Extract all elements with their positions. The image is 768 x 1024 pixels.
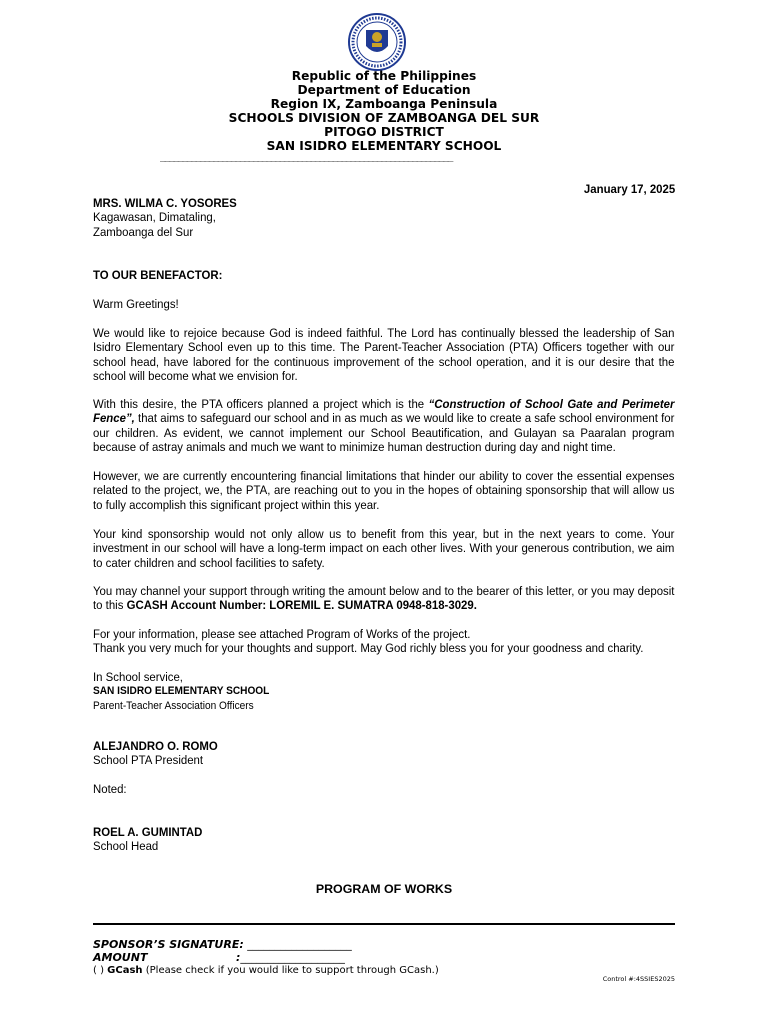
header-department: Department of Education [297,83,471,97]
noted-label: Noted: [93,782,127,796]
signatory-president [93,739,674,768]
paragraph-6 [93,627,674,656]
closing-phrase: In School service, [93,670,183,684]
paragraph-3: However, we are currently encountering financial limitations that hinder our ability to cover the essential expenses related to the project, we, the PTA, are reaching out to you in the hopes of obtaining sponsorship that will allow us to fully accomplish this significant project within this year. [93,469,675,512]
head-title: School Head [93,839,159,854]
greeting: Warm Greetings! [93,297,179,311]
sponsor-signature-label: SPONSOR’S SIGNATURE: [93,938,244,951]
letter-date: January 17, 2025 [583,182,675,196]
president-name: ALEJANDRO O. ROMO [93,739,218,753]
gcash-option-label: GCash [107,965,143,976]
program-of-works-title: PROGRAM OF WORKS [315,882,453,896]
project-name: “Construction of School Gate and Perimeter Fence”, [93,397,675,426]
president-title: School PTA President [93,753,204,768]
sponsor-amount-label: AMOUNT [93,951,148,964]
header-country: Republic of the Philippines [291,69,477,83]
recipient-address-2: Zamboanga del Sur [93,224,194,239]
deped-seal-icon [344,12,410,72]
signatory-head [93,825,674,854]
closing-block [93,670,674,713]
recipient-name: MRS. WILMA C. YOSORES [93,196,237,210]
sponsor-signature-row [93,939,352,952]
closing-group: Parent-Teacher Association Officers [93,699,254,712]
gcash-option-row [93,965,439,978]
sponsor-amount-row [93,952,345,965]
salutation: TO OUR BENEFACTOR: [93,268,223,282]
recipient-block [93,196,674,239]
header-region: Region IX, Zamboanga Peninsula [270,97,498,111]
sponsor-amount-line[interactable]: ___________________ [240,951,345,964]
header-division: SCHOOLS DIVISION OF ZAMBOANGA DEL SUR [228,111,540,125]
paragraph-4: Your kind sponsorship would not only allow us to benefit from this year, but in the next years to come. Your investment in our school will have a long-term impact on each other lives. With your generous contribution, we aim to cater children and school facilities to safety. [93,527,675,570]
thank-you-note: Thank you very much for your thoughts and support. May God richly bless you for your goodness and charity. [93,641,644,656]
closing-school: SAN ISIDRO ELEMENTARY SCHOOL [93,685,270,698]
paragraph-2 [93,397,674,454]
gcash-account: GCASH Account Number: LOREMIL E. SUMATRA 0948-818-3029. [126,598,477,613]
gcash-option-note: (Please check if you would like to support through GCash.) [145,965,439,976]
recipient-address-1: Kagawasan, Dimataling, [93,210,216,225]
paragraph-2-lead: With this desire, the PTA officers planned a project which is the [93,397,429,411]
paragraph-1: We would like to rejoice because God is indeed faithful. The Lord has continually blessed the leadership of San Isidro Elementary School even up to this time. The Parent-Teacher Association (PTA) Officers together with our school head, have labored for the continuous improvement of the school operation, and it is our desire that the school will become what we envision for. [93,326,675,383]
paragraph-5 [93,584,674,613]
attachment-note: For your information, please see attached Program of Works of the project. [93,627,471,641]
paragraph-2-rest: that aims to safeguard our school and in as much as we would like to create a safe school environment for our children. As evident, we cannot implement our School Beautification, and Gulayan sa Paaralan program because of astray animals and much we want to minimize human destruction during day and night time. [93,411,675,454]
header-rule: __________________________________________________________________ [160,151,452,162]
control-number: Control #:4SSIES2025 [602,975,675,983]
header-district: PITOGO DISTRICT [324,125,444,139]
section-divider [93,923,675,925]
sponsor-signature-line[interactable]: ___________________ [247,938,352,951]
paragraph-5-lead: You may channel your support through writing the amount below and to the bearer of this letter, or you may deposit to this [93,584,675,613]
sponsor-amount-colon: : [236,951,241,964]
head-name: ROEL A. GUMINTAD [93,825,203,839]
header-school: SAN ISIDRO ELEMENTARY SCHOOL [266,139,502,153]
gcash-checkbox[interactable]: ( ) [93,965,104,976]
